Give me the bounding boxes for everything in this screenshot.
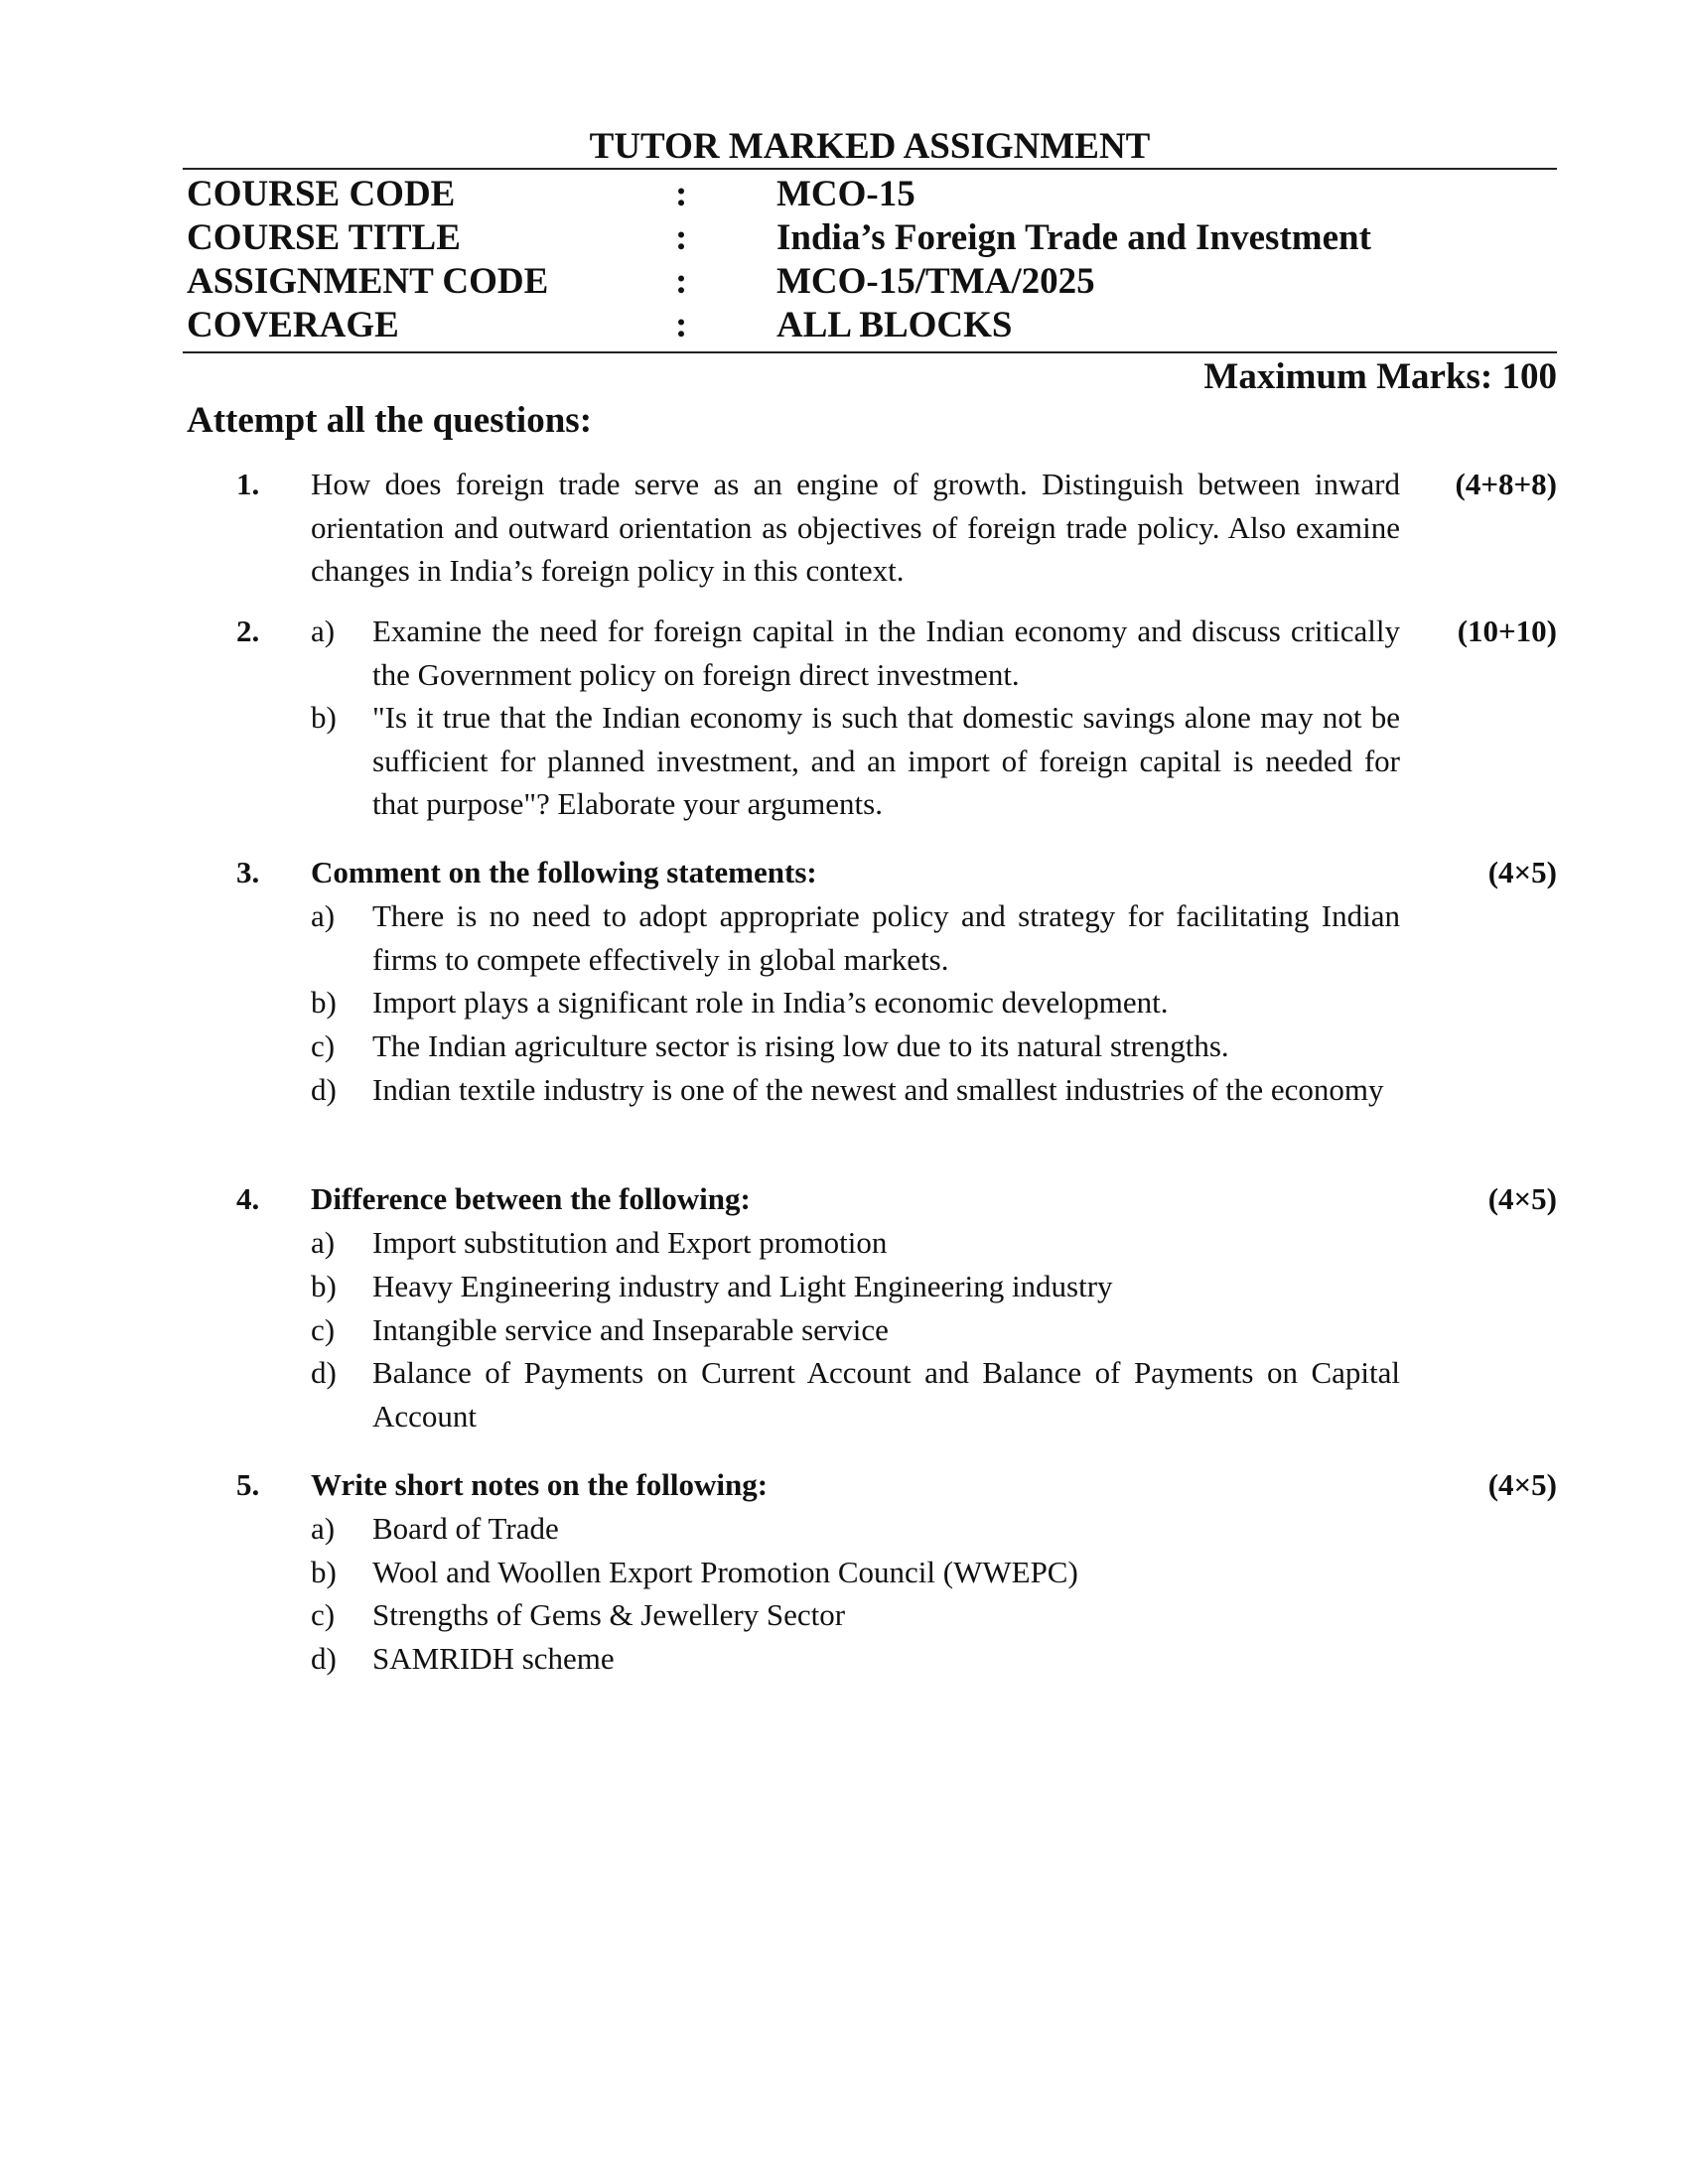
- maximum-marks: Maximum Marks: 100: [1203, 356, 1557, 397]
- part-label: d): [311, 1355, 337, 1390]
- assignment-code-value: MCO-15/TMA/2025: [776, 261, 1095, 302]
- question-heading: Write short notes on the following:: [311, 1467, 769, 1502]
- part-label: d): [311, 1072, 337, 1107]
- course-title-label: COURSE TITLE: [187, 217, 461, 258]
- course-title-value: India’s Foreign Trade and Investment: [776, 217, 1371, 258]
- part-label: b): [311, 700, 337, 735]
- part-label: a): [311, 898, 336, 933]
- question-text: How does foreign trade serve as an engine of growth. Distinguish between inward orientation and outward orientation as objectives of foreign trade policy. Also examine changes in India’s foreign policy in this context.: [311, 467, 1400, 589]
- part-text: "Is it true that the Indian economy is such that domestic savings alone may not be sufficient for planned investment, and an import of foreign capital is needed for that purpose"? Elaborate your arguments.: [372, 700, 1400, 822]
- part-text: Import plays a significant role in India’s economic development.: [372, 985, 1169, 1020]
- course-code-colon: :: [675, 174, 688, 214]
- question-number: 4.: [236, 1181, 260, 1216]
- question-marks: (4×5): [1487, 855, 1557, 889]
- part-label: c): [311, 1312, 336, 1347]
- part-text: Wool and Woollen Export Promotion Council (WWEPC): [372, 1555, 1078, 1589]
- coverage-label: COVERAGE: [187, 305, 399, 345]
- part-text: Strengths of Gems & Jewellery Sector: [372, 1597, 846, 1632]
- question-marks: (4×5): [1487, 1467, 1557, 1502]
- question-heading: Comment on the following statements:: [311, 855, 817, 889]
- part-text: Import substitution and Export promotion: [372, 1225, 888, 1260]
- part-label: b): [311, 1555, 337, 1589]
- part-label: c): [311, 1028, 336, 1063]
- question-number: 3.: [236, 855, 260, 889]
- part-text: There is no need to adopt appropriate policy and strategy for facilitating Indian firms to compete effectively in global markets.: [372, 898, 1400, 977]
- part-text: Board of Trade: [372, 1511, 559, 1546]
- part-text: Indian textile industry is one of the newest and smallest industries of the economy: [372, 1072, 1384, 1107]
- question-marks: (10+10): [1457, 614, 1557, 648]
- part-text: Intangible service and Inseparable service: [372, 1312, 889, 1347]
- part-label: d): [311, 1641, 337, 1676]
- assignment-code-colon: :: [675, 261, 688, 302]
- coverage-value: ALL BLOCKS: [776, 305, 1013, 345]
- part-text: Heavy Engineering industry and Light Engineering industry: [372, 1269, 1113, 1303]
- part-text: SAMRIDH scheme: [372, 1641, 615, 1676]
- part-text: Balance of Payments on Current Account and Balance of Payments on Capital Account: [372, 1355, 1400, 1433]
- assignment-code-label: ASSIGNMENT CODE: [187, 261, 549, 302]
- question-number: 1.: [236, 467, 260, 501]
- document-title: TUTOR MARKED ASSIGNMENT: [589, 126, 1151, 167]
- part-label: c): [311, 1597, 336, 1632]
- instruction: Attempt all the questions:: [187, 400, 593, 441]
- coverage-colon: :: [675, 305, 688, 345]
- part-text: The Indian agriculture sector is rising low due to its natural strengths.: [372, 1028, 1229, 1063]
- question-number: 5.: [236, 1467, 260, 1502]
- bottom-rule: [183, 351, 1557, 353]
- question-number: 2.: [236, 614, 260, 648]
- part-label: b): [311, 985, 337, 1020]
- part-label: a): [311, 614, 336, 648]
- part-text: Examine the need for foreign capital in the Indian economy and discuss critically the Government policy on foreign direct investment.: [372, 614, 1400, 692]
- question-heading: Difference between the following:: [311, 1181, 751, 1216]
- question-marks: (4+8+8): [1455, 467, 1557, 501]
- course-code-label: COURSE CODE: [187, 174, 456, 214]
- course-code-value: MCO-15: [776, 174, 915, 214]
- question-marks: (4×5): [1487, 1181, 1557, 1216]
- part-label: a): [311, 1511, 336, 1546]
- part-label: a): [311, 1225, 336, 1260]
- course-title-colon: :: [675, 217, 688, 258]
- part-label: b): [311, 1269, 337, 1303]
- top-rule: [183, 168, 1557, 170]
